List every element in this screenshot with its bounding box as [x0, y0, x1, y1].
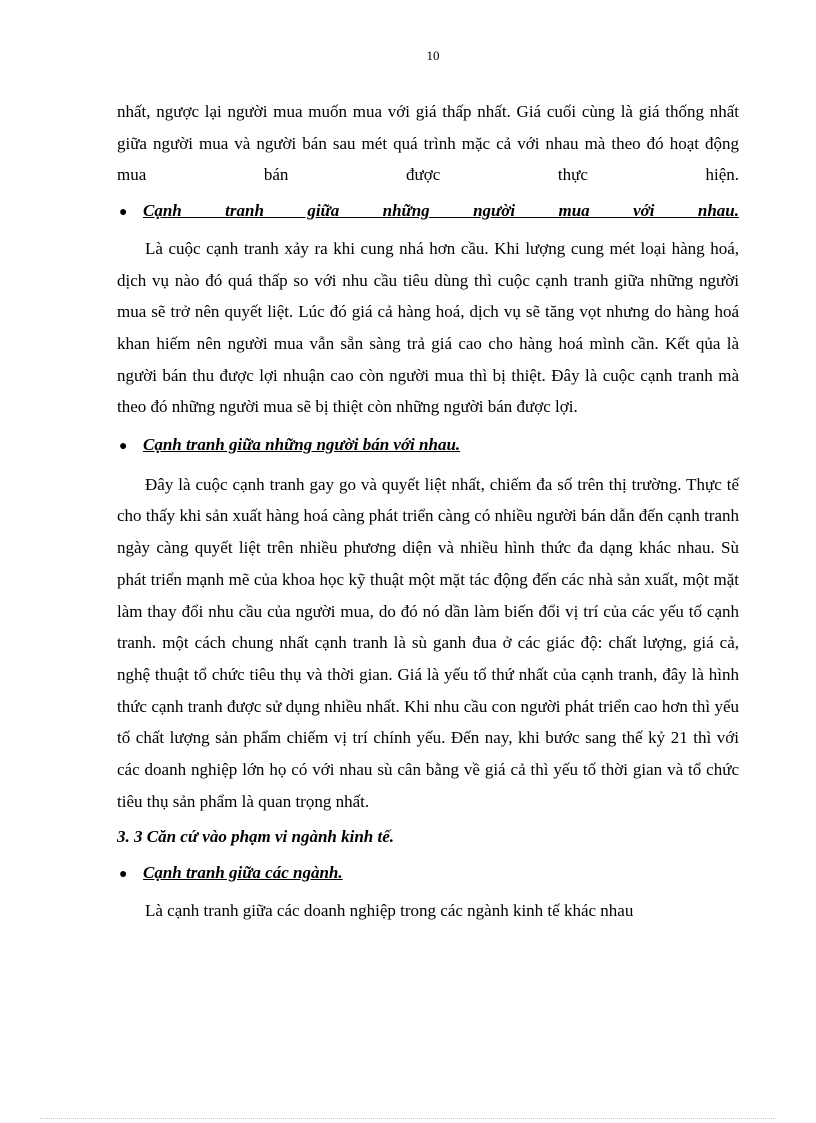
- paragraph-continuation: nhất, ngược lại người mua muốn mua với giá thấp nhất. Giá cuối cùng là giá thống nhất giữa người mua và người bán sau mét quá trình mặc cả với nhau mà theo đó hoạt động mua bán được thực hiện.: [117, 102, 739, 185]
- footer-divider: [40, 1118, 776, 1119]
- page-number: 10: [426, 48, 440, 63]
- heading-text: Cạnh tranh giữa những người bán với nhau.: [143, 435, 461, 455]
- heading-text: Cạnh tranh giữa những người mua với nhau.: [143, 201, 739, 221]
- heading-text: Cạnh tranh giữa các ngành.: [143, 863, 343, 883]
- paragraph-buyers: Là cuộc cạnh tranh xảy ra khi cung nhá hơn cầu. Khi lượng cung mét loại hàng hoá, dịch vụ nào đó quá thấp so với nhu cầu tiêu dùng thì cuộc cạnh tranh giữa những người mua sẽ trở nên quyết liệt. Lúc đó giá cả hàng hoá, dịch vụ sẽ tăng vọt nhưng do hàng hoá khan hiếm nên người mua vẫn sẵn sàng trả giá cao cho hàng hoá mình cần. Kết qủa là người bán thu được lợi nhuận cao còn người mua thì bị thiệt. Đây là cuộc cạnh tranh mà theo đó những người mua sẽ bị thiệt còn những người bán được lợi.: [117, 238, 739, 417]
- document-body: [117, 96, 739, 927]
- section-heading: 3. 3 Căn cứ vào phạm vi ngành kinh tế.: [117, 827, 395, 847]
- bullet-icon: ●: [119, 205, 128, 221]
- paragraph-sellers: Đây là cuộc cạnh tranh gay go và quyết liệt nhất, chiếm đa số trên thị trường. Thực tế cho thấy khi sản xuất hàng hoá càng phát triển càng có nhiều người bán dẫn đến cạnh tranh ngày càng quyết liệt trên nhiều phương diện và nhiều hình thức đa dạng khác nhau. Sù phát triển mạnh mẽ của khoa học kỹ thuật một mặt tác động đến các nhà sản xuất, một mặt làm thay đổi nhu cầu của người mua, do đó nó dần làm biến đổi vị trí của các yếu tố cạnh tranh. một cách chung nhất cạnh tranh là sù ganh đua ở các giác độ: chất lượng, giá cả, nghệ thuật tổ chức tiêu thụ và thời gian. Giá là yếu tố thứ nhất của cạnh tranh, đây là hình thức cạnh tranh được sử dụng nhiều nhất. Khi nhu cầu con người phát triển cao hơn thì yếu tố chất lượng sản phẩm chiếm vị trí chính yếu. Đến nay, khi bước sang thế kỷ 21 thì với các doanh nghiệp lớn họ có với nhau sù cân bằng về giá cả thì yếu tố thời gian và tổ chức tiêu thụ sản phẩm là quan trọng nhất.: [117, 474, 739, 811]
- heading-buyers-competition: [117, 195, 739, 229]
- bullet-icon: ●: [119, 439, 128, 455]
- heading-sellers-competition: [117, 429, 739, 463]
- bullet-icon: ●: [119, 867, 128, 883]
- heading-industries-competition: [117, 857, 739, 891]
- paragraph-industries: Là cạnh tranh giữa các doanh nghiệp trong các ngành kinh tế khác nhau: [145, 900, 634, 920]
